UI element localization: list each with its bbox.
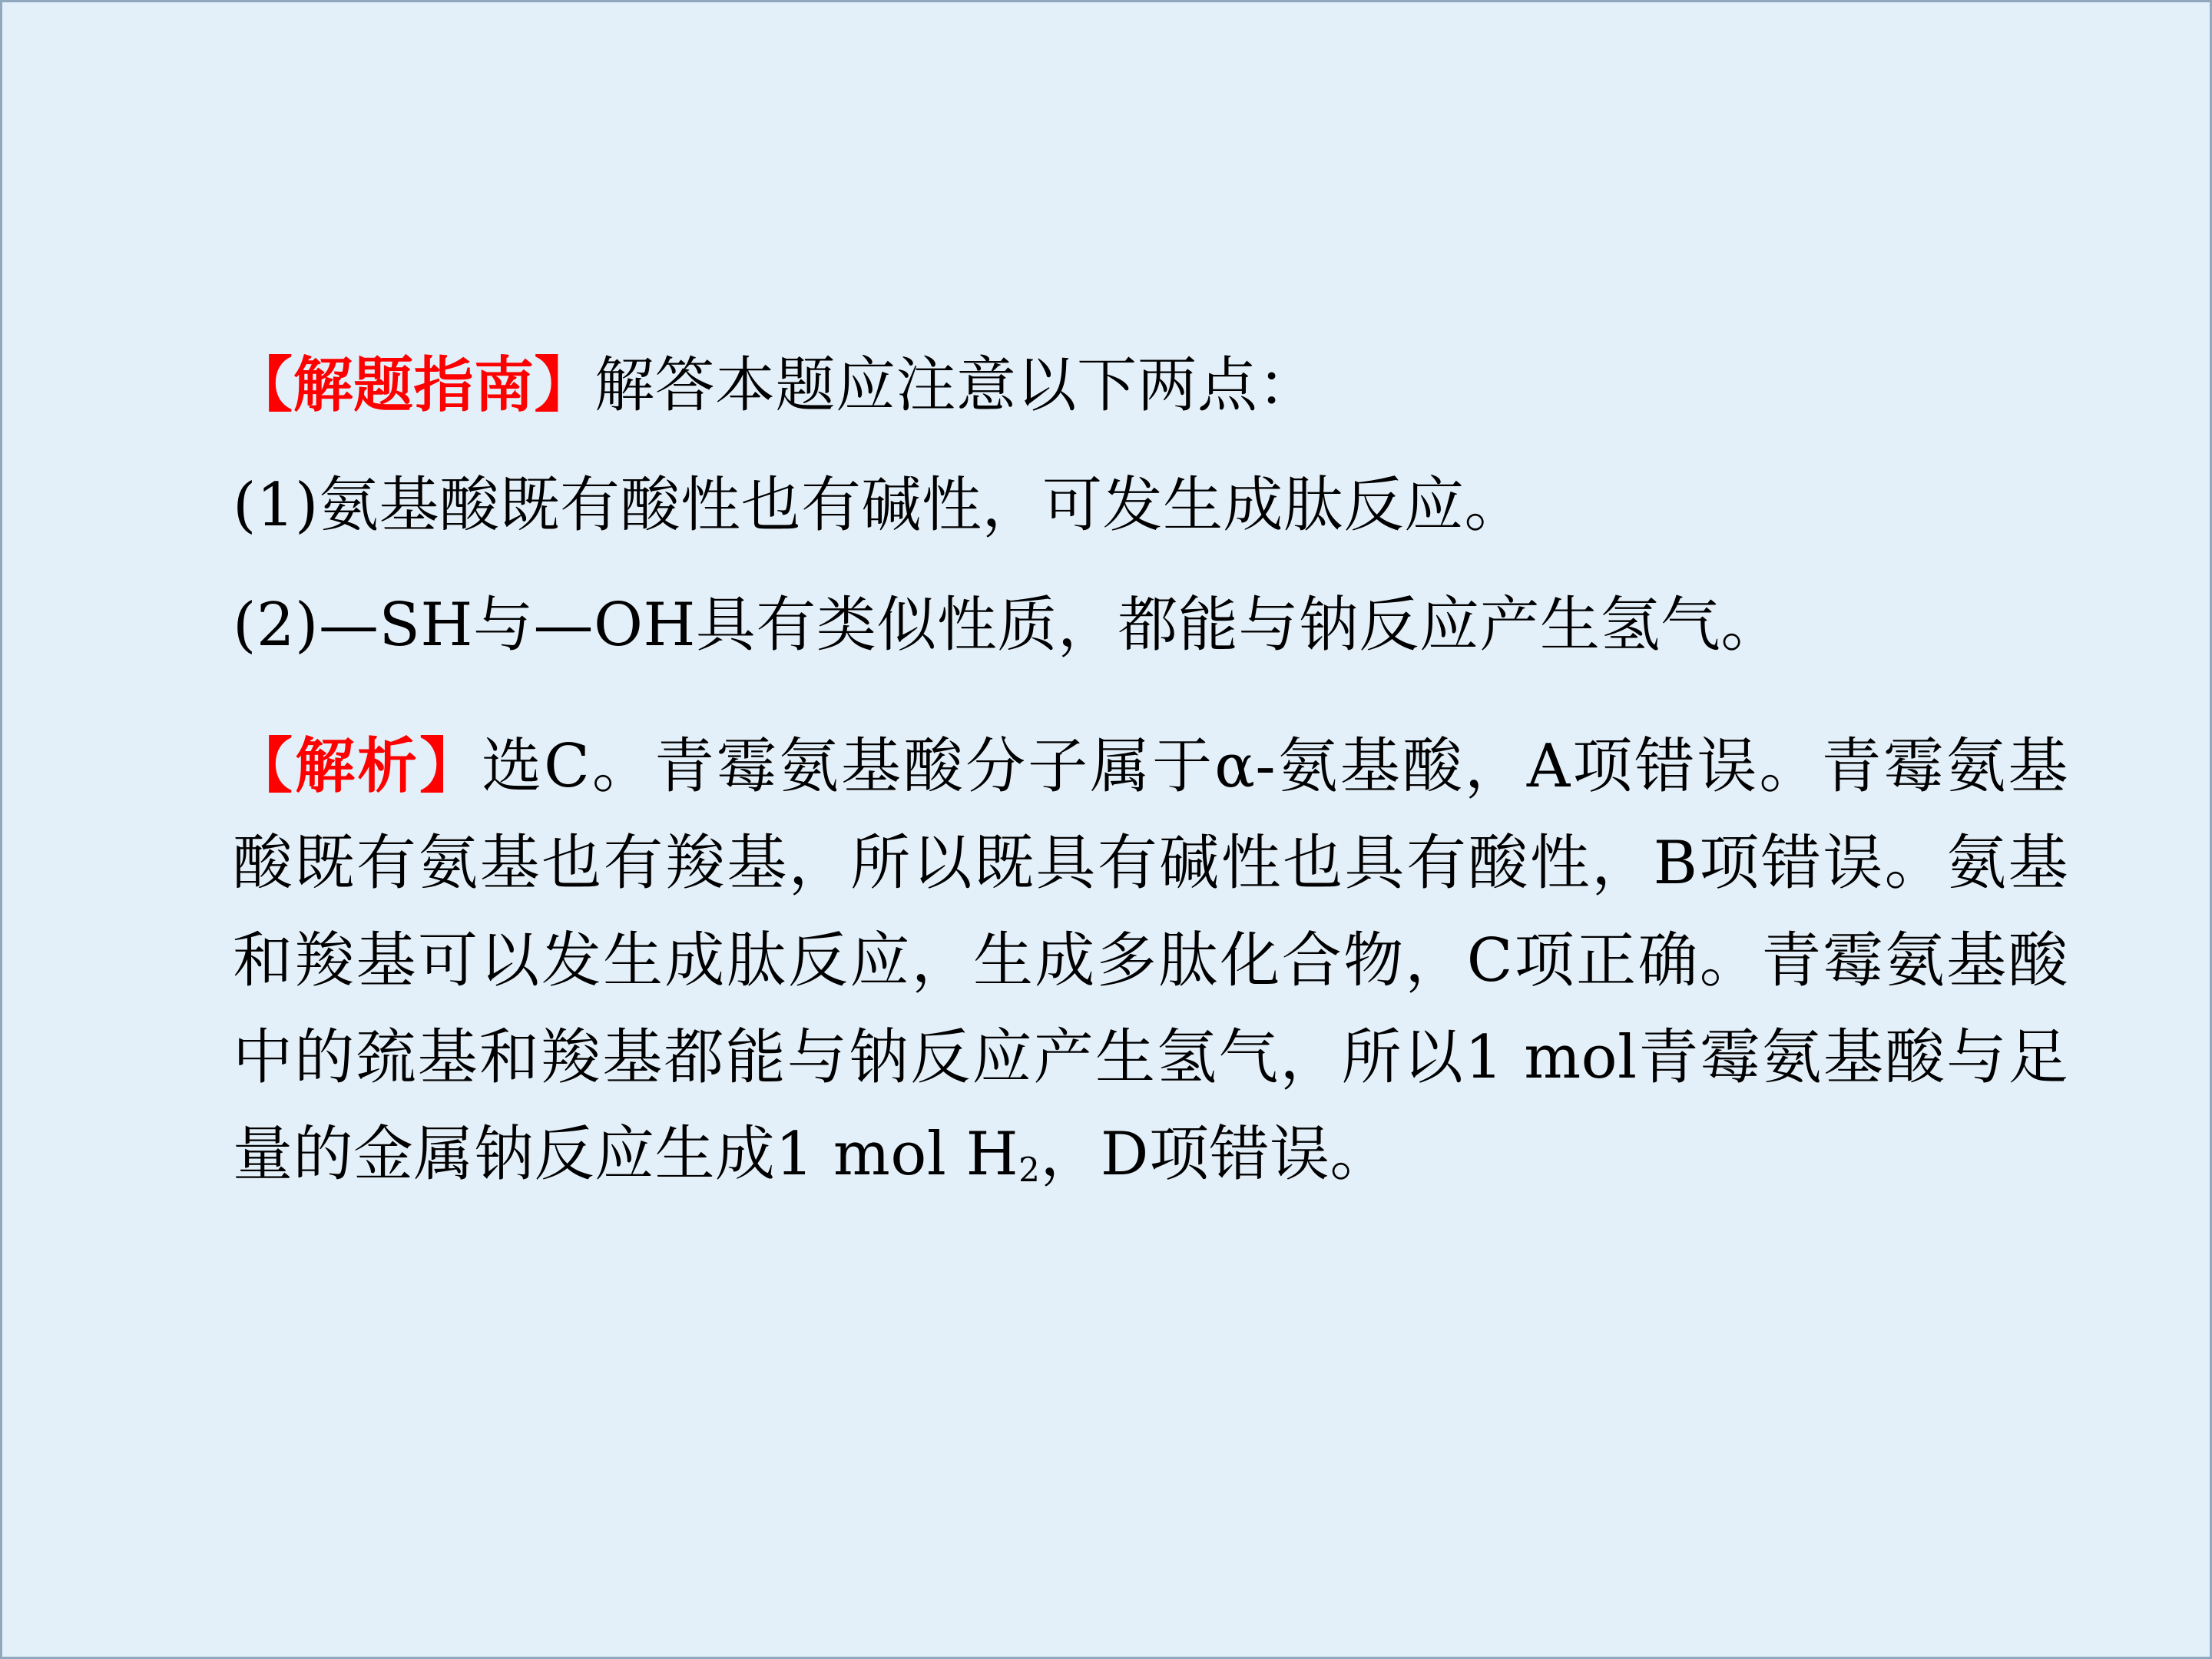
analysis-text-part-two: ，D项错误。 <box>1040 1120 1390 1190</box>
guide-text: 解答本题应注意以下两点： <box>594 351 1319 420</box>
analysis-tag: 【解析】 <box>233 731 482 801</box>
point-one: (1)氨基酸既有酸性也有碱性，可发生成肽反应。 <box>233 471 1525 540</box>
slide-content <box>233 350 2091 1204</box>
guide-paragraph <box>233 350 2091 420</box>
guide-tag: 【解题指南】 <box>233 350 595 420</box>
analysis-text-part-one: 选C。青霉氨基酸分子属于α-氨基酸，A项错误。青霉氨基酸既有氨基也有羧基，所以既具有碱性也具有酸性，B项错误。氨基和羧基可以发生成肽反应，生成多肽化合物，C项正确。青霉氨基酸中的巯基和羧基都能与钠反应产生氢气，所以1 mol青霉氨基酸与足量的金属钠反应生成1 mol H <box>233 732 2068 1190</box>
analysis-paragraph <box>233 718 2068 1204</box>
point-two: (2)—SH与—OH具有类似性质，都能与钠反应产生氢气。 <box>233 591 1781 660</box>
analysis-subscript: 2 <box>1018 1151 1041 1191</box>
